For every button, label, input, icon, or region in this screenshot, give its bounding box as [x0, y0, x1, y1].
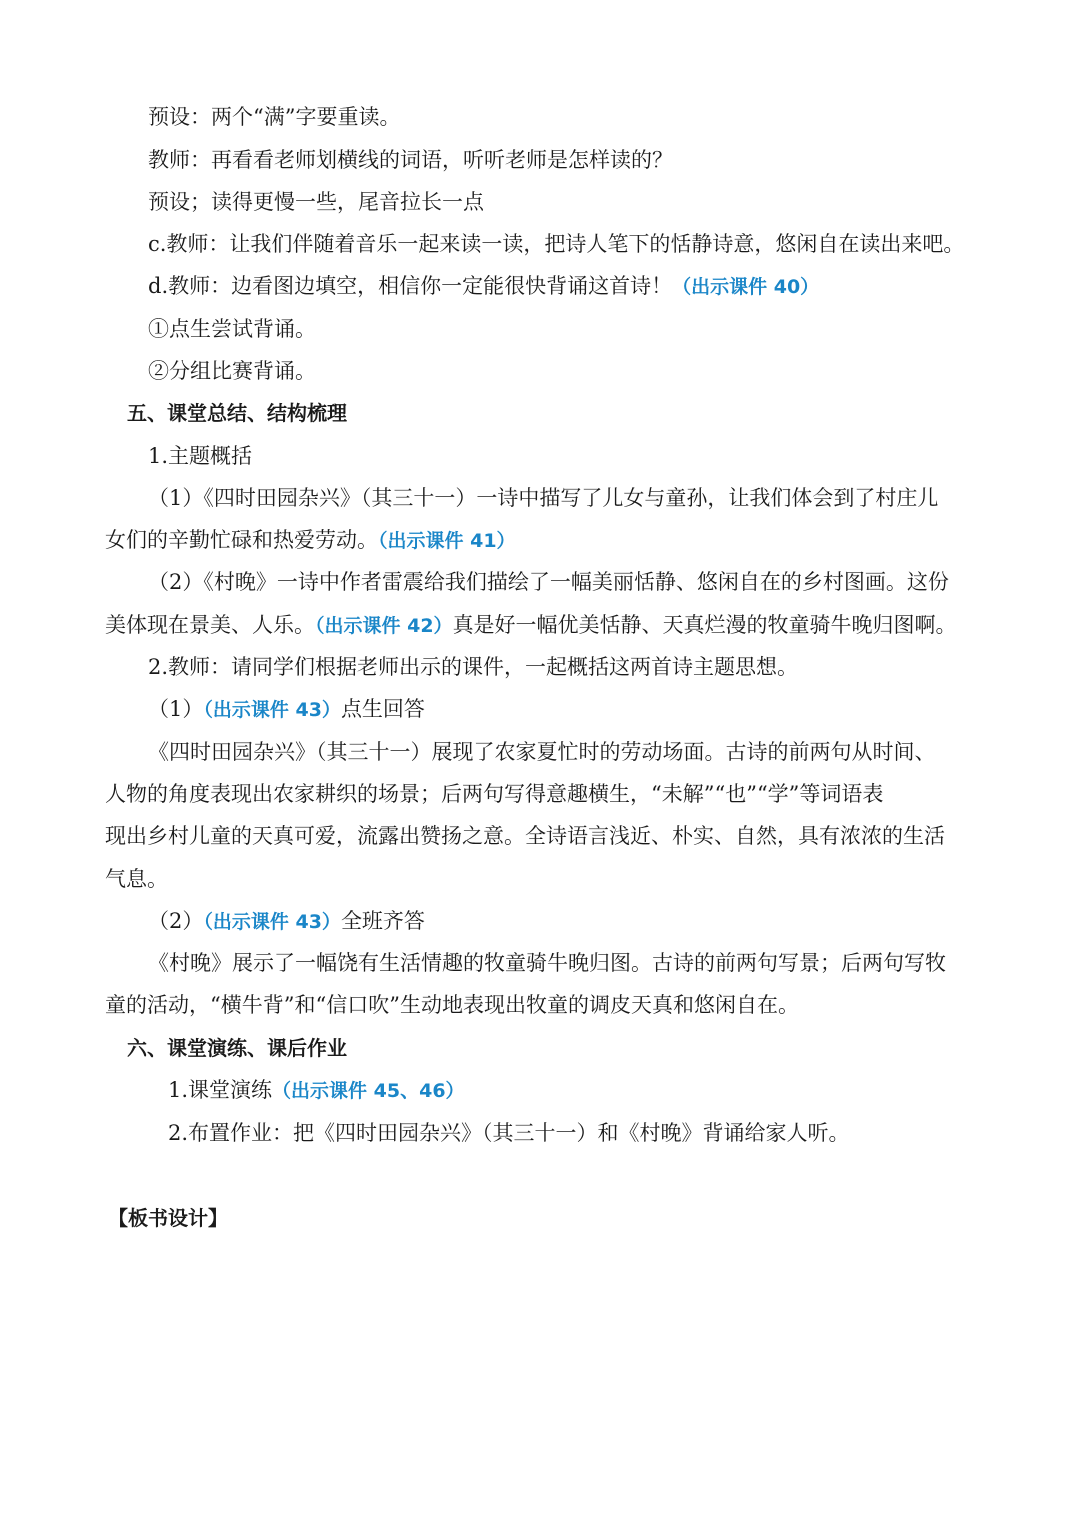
board-design-heading: 【板书设计】 [108, 1206, 228, 1230]
paragraph: （1）《四时田园杂兴》（其三十一）一诗中描写了儿女与童孙，让我们体会到了村庄儿 [148, 486, 939, 510]
paragraph: 2.教师：请同学们根据老师出示的课件，一起概括这两首诗主题思想。 [148, 655, 799, 679]
courseware-reference: （出示课件 45、46） [272, 1080, 465, 1102]
paragraph: 《四时田园杂兴》（其三十一）展现了农家夏忙时的劳动场面。古诗的前两句从时间、 [148, 740, 936, 764]
paragraph: 教师：再看看老师划横线的词语，听听老师是怎样读的？ [148, 148, 673, 172]
paragraph: 人物的角度表现出农家耕织的场景；后两句写得意趣横生，“未解”“也”“学”等词语表 [105, 782, 884, 806]
list-item: ①点生尝试背诵。 [148, 317, 316, 341]
paragraph: 预设：两个“满”字要重读。 [148, 105, 401, 129]
subheading: 1.主题概括 [148, 444, 253, 468]
courseware-reference: （出示课件 40） [672, 276, 820, 298]
courseware-reference: （出示课件 43） [203, 911, 341, 933]
list-item: ②分组比赛背诵。 [148, 359, 316, 383]
courseware-reference: （出示课件 42） [315, 615, 453, 637]
paragraph: （2）《村晚》一诗中作者雷震给我们描绘了一幅美丽恬静、悠闲自在的乡村图画。这份 [148, 570, 949, 594]
section-heading: 六、课堂演练、课后作业 [127, 1036, 347, 1060]
paragraph: 现出乡村儿童的天真可爱，流露出赞扬之意。全诗语言浅近、朴实、自然，具有浓浓的生活 [105, 824, 945, 848]
paragraph: 女们的辛勤忙碌和热爱劳动。（出示课件 41） [105, 528, 516, 552]
paragraph: d.教师：边看图边填空，相信你一定能很快背诵这首诗！（出示课件 40） [148, 274, 820, 298]
paragraph: 童的活动，“横牛背”和“信口吹”生动地表现出牧童的调皮天真和悠闲自在。 [105, 993, 799, 1017]
paragraph: （2）（出示课件 43）全班齐答 [148, 909, 425, 933]
paragraph: 气息。 [105, 867, 168, 891]
paragraph: c.教师：让我们伴随着音乐一起来读一读，把诗人笔下的恬静诗意，悠闲自在读出来吧。 [148, 232, 965, 256]
paragraph: 美体现在景美、人乐。（出示课件 42）真是好一幅优美恬静、天真烂漫的牧童骑牛晚归图啊。 [105, 613, 957, 637]
paragraph: 1.课堂演练（出示课件 45、46） [168, 1078, 465, 1102]
courseware-reference: （出示课件 41） [378, 530, 516, 552]
paragraph: （1）（出示课件 43）点生回答 [148, 697, 425, 721]
paragraph: 《村晚》展示了一幅饶有生活情趣的牧童骑牛晚归图。古诗的前两句写景；后两句写牧 [148, 951, 946, 975]
courseware-reference: （出示课件 43） [203, 699, 341, 721]
section-heading: 五、课堂总结、结构梳理 [127, 401, 347, 425]
paragraph: 2.布置作业：把《四时田园杂兴》（其三十一）和《村晚》背诵给家人听。 [168, 1121, 850, 1145]
paragraph: 预设；读得更慢一些，尾音拉长一点 [148, 190, 484, 214]
